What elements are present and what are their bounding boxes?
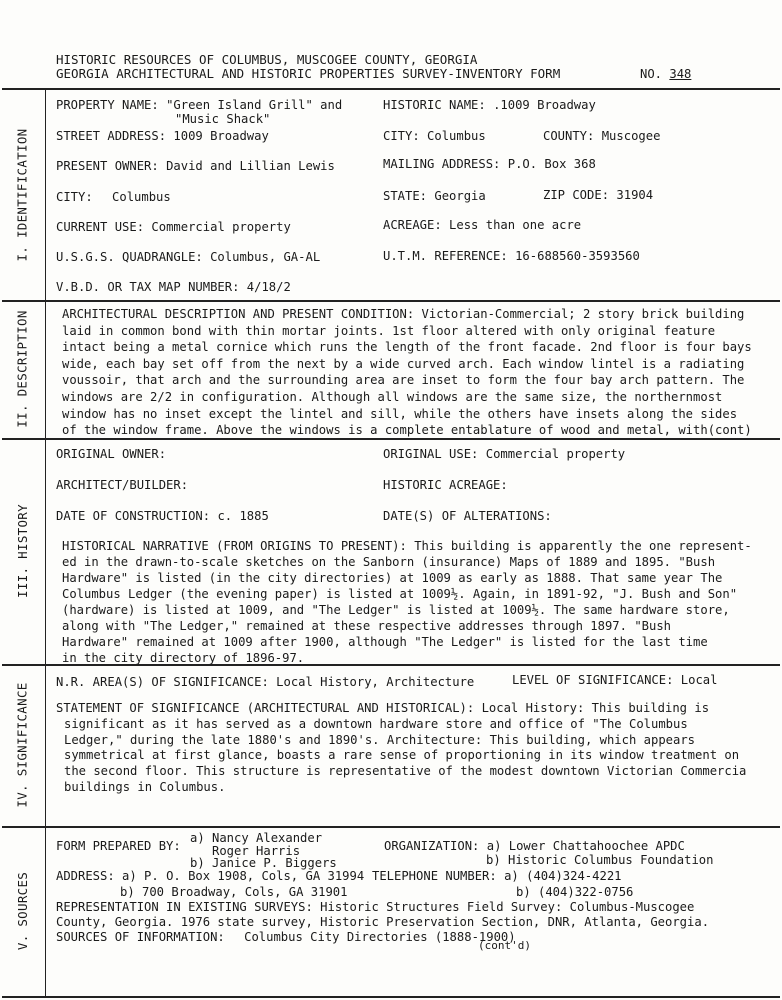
historic-name-value: .1009 Broadway	[493, 98, 596, 112]
county-field	[543, 128, 660, 144]
street-address-field	[56, 128, 269, 144]
zip-code-label: ZIP CODE:	[543, 188, 610, 202]
historical-narrative	[62, 538, 776, 666]
description-line: intact being a metal cornice which runs the length of the front facade. 2nd floor is four bays	[62, 340, 752, 355]
description-line: windows are 2/2 in configuration. Although all windows are the same size, the northernmost	[62, 389, 723, 404]
narrative-line: (hardware) is listed at 1009, and "The Ledger" is listed at 1009½. The same hardware store,	[62, 603, 730, 617]
sources-of-information-value: Columbus City Directories (1888-1900)	[244, 930, 516, 944]
level-of-significance-field	[512, 672, 717, 688]
present-owner-field	[56, 158, 335, 174]
original-use-label: ORIGINAL USE:	[383, 447, 479, 461]
description-line: wide, each bay set off from the next by a wide curved arch. Each window lintel is a radiating	[62, 356, 745, 371]
preparer-a-name-2: Roger Harris	[212, 844, 301, 858]
telephone-b: b) (404)322-0756	[516, 885, 634, 899]
county-value: Muscogee	[601, 129, 661, 143]
usgs-quadrangle-value: Columbus, GA-AL	[210, 250, 321, 264]
form-header-title: HISTORIC RESOURCES OF COLUMBUS, MUSCOGEE COUNTY, GEORGIA	[56, 52, 478, 67]
historic-name-field	[383, 97, 596, 113]
statement-line: Ledger," during the late 1880's and 1890's. Architecture: This building, which appears	[64, 732, 696, 747]
form-number	[640, 66, 691, 82]
zip-code-field	[543, 187, 653, 203]
telephone-field	[372, 868, 622, 884]
tax-map-value: 4/18/2	[246, 280, 291, 294]
narrative-line: HISTORICAL NARRATIVE (FROM ORIGINS TO PRESENT): This building is apparently the one represent-	[62, 539, 752, 553]
city-label: CITY:	[383, 129, 420, 143]
state-field	[383, 188, 486, 204]
description-line: window has no inset except the lintel and sill, while the others have insets along the sides	[62, 406, 738, 421]
section-label-description: II. DESCRIPTION	[15, 310, 31, 428]
statement-of-significance	[56, 701, 770, 796]
narrative-line: Hardware" remained at 1009 after 1900, although "The Ledger" is listed for the last time	[62, 635, 708, 649]
acreage-value: Less than one acre	[449, 218, 582, 232]
divider-description	[2, 300, 780, 302]
sources-of-information-label: SOURCES OF INFORMATION:	[56, 930, 225, 944]
owner-city-value: Columbus	[112, 190, 171, 204]
mailing-address-field	[383, 156, 596, 172]
divider-sources	[2, 826, 780, 828]
present-owner-value: David and Lillian Lewis	[166, 159, 335, 173]
street-address-label: STREET ADDRESS:	[56, 129, 167, 143]
city-value: Columbus	[427, 129, 486, 143]
present-owner-label: PRESENT OWNER:	[56, 159, 159, 173]
preparer-b-name: b) Janice P. Biggers	[190, 856, 337, 870]
level-of-significance-label: LEVEL OF SIGNIFICANCE:	[512, 673, 674, 687]
original-use-field	[383, 446, 625, 462]
form-number-value: 348	[669, 67, 692, 81]
statement-line: buildings in Columbus.	[64, 779, 226, 794]
representation-line-2: County, Georgia. 1976 state survey, Historic Preservation Section, DNR, Atlanta, Georgia.	[56, 915, 710, 929]
current-use-field	[56, 219, 291, 235]
statement-line: symmetrical at first glance, boasts a rare sense of proportioning in its window treatment on	[64, 748, 740, 763]
property-name-label: PROPERTY NAME:	[56, 98, 159, 112]
organization-a: a) Lower Chattahoochee APDC	[486, 839, 685, 853]
statement-line: STATEMENT OF SIGNIFICANCE (ARCHITECTURAL AND HISTORICAL): Local History: This building is	[56, 701, 710, 715]
divider-top	[2, 88, 780, 90]
narrative-line: in the city directory of 1896-97.	[62, 651, 305, 665]
owner-city-label: CITY:	[56, 190, 93, 204]
mailing-address-label: MAILING ADDRESS:	[383, 157, 501, 171]
statement-line: the second floor. This structure is representative of the modest downtown Victorian Commercia	[64, 764, 747, 779]
zip-code-value: 31904	[616, 188, 654, 202]
construction-date-value: c. 1885	[217, 509, 269, 523]
address-label: ADDRESS:	[56, 869, 115, 883]
narrative-line: along with "The Ledger," remained at these respective addresses through 1897. "Bush	[62, 619, 672, 633]
tax-map-label: V.B.D. OR TAX MAP NUMBER:	[56, 280, 240, 294]
owner-city-field	[56, 189, 171, 205]
acreage-label: ACREAGE:	[383, 218, 442, 232]
property-name-value: "Green Island Grill" and	[166, 98, 343, 112]
form-header-subtitle: GEORGIA ARCHITECTURAL AND HISTORIC PROPERTIES SURVEY-INVENTORY FORM	[56, 66, 561, 81]
level-of-significance-value: Local	[680, 673, 718, 687]
nr-areas-value: Local History, Architecture	[276, 675, 475, 689]
alterations-date-label: DATE(S) OF ALTERATIONS:	[383, 509, 552, 523]
construction-date-field	[56, 508, 269, 524]
historic-name-label: HISTORIC NAME:	[383, 98, 486, 112]
description-line: voussoir, that arch and the surrounding area are inset to form the four bay arch pattern. The	[62, 373, 745, 388]
description-line: of the window frame. Above the windows is a complete entablature of wood and metal, with(cont)	[62, 423, 752, 438]
telephone-a: a) (404)324-4221	[504, 869, 622, 883]
original-use-value: Commercial property	[485, 447, 626, 461]
usgs-quadrangle-field	[56, 249, 320, 265]
nr-areas-label: N.R. AREA(S) OF SIGNIFICANCE:	[56, 675, 269, 689]
construction-date-label: DATE OF CONSTRUCTION:	[56, 509, 211, 523]
utm-reference-value: 16-688560-3593560	[515, 249, 640, 263]
mailing-address-value: P.O. Box 368	[507, 157, 596, 171]
property-name-value-line2: "Music Shack"	[175, 112, 271, 126]
tax-map-field	[56, 279, 291, 295]
state-value: Georgia	[434, 189, 486, 203]
current-use-value: Commercial property	[151, 220, 291, 234]
city-field	[383, 128, 486, 144]
section-label-significance: IV. SIGNIFICANCE	[15, 682, 30, 808]
narrative-line: Hardware" is listed (in the city directories) at 1009 as early as 1888. That same year The	[62, 571, 723, 585]
preparer-a-name: a) Nancy Alexander	[190, 831, 323, 845]
statement-line: significant as it has served as a downtown hardware store and office of "The Columbus	[64, 716, 688, 731]
description-line: laid in common bond with thin mortar joints. 1st floor altered with only original feature	[62, 323, 716, 338]
section-label-identification: I. IDENTIFICATION	[15, 128, 31, 262]
address-b: b) 700 Broadway, Cols, GA 31901	[120, 885, 348, 899]
architectural-description	[62, 306, 776, 439]
telephone-label: TELEPHONE NUMBER:	[372, 869, 497, 883]
address-a: a) P. O. Box 1908, Cols, GA 31994	[122, 869, 365, 883]
divider-bottom	[2, 996, 780, 998]
state-label: STATE:	[383, 189, 428, 203]
usgs-quadrangle-label: U.S.G.S. QUADRANGLE:	[56, 250, 203, 264]
historic-acreage-label: HISTORIC ACREAGE:	[383, 478, 508, 492]
narrative-line: Columbus Ledger (the evening paper) is listed at 1009½. Again, in 1891-92, "J. Bush and Son"	[62, 587, 738, 601]
description-line: ARCHITECTURAL DESCRIPTION AND PRESENT CONDITION: Victorian-Commercial; 2 story brick building	[62, 307, 745, 321]
acreage-field	[383, 217, 581, 233]
representation-line-1: REPRESENTATION IN EXISTING SURVEYS: Historic Structures Field Survey: Columbus-Muscogee	[56, 900, 695, 914]
section-label-column-border	[45, 88, 46, 996]
narrative-line: ed in the drawn-to-scale sketches on the Sanborn (insurance) Maps of 1889 and 1895. "Bush	[62, 555, 716, 569]
continued-note: (cont'd)	[478, 939, 531, 952]
county-label: COUNTY:	[543, 129, 595, 143]
original-owner-label: ORIGINAL OWNER:	[56, 447, 167, 461]
address-field	[56, 868, 364, 884]
utm-reference-field	[383, 248, 640, 264]
nr-areas-field	[56, 674, 474, 690]
sources-of-information-field	[56, 929, 516, 945]
organization-b: b) Historic Columbus Foundation	[486, 853, 714, 867]
form-number-label: NO.	[640, 67, 663, 81]
street-address-value: 1009 Broadway	[173, 129, 269, 143]
section-label-history: III. HISTORY	[15, 504, 31, 598]
architect-builder-label: ARCHITECT/BUILDER:	[56, 478, 189, 492]
form-prepared-by-label: FORM PREPARED BY:	[56, 839, 181, 853]
organization-label: ORGANIZATION:	[384, 839, 480, 853]
section-label-sources: V. SOURCES	[15, 871, 31, 951]
utm-reference-label: U.T.M. REFERENCE:	[383, 249, 508, 263]
current-use-label: CURRENT USE:	[56, 220, 145, 234]
